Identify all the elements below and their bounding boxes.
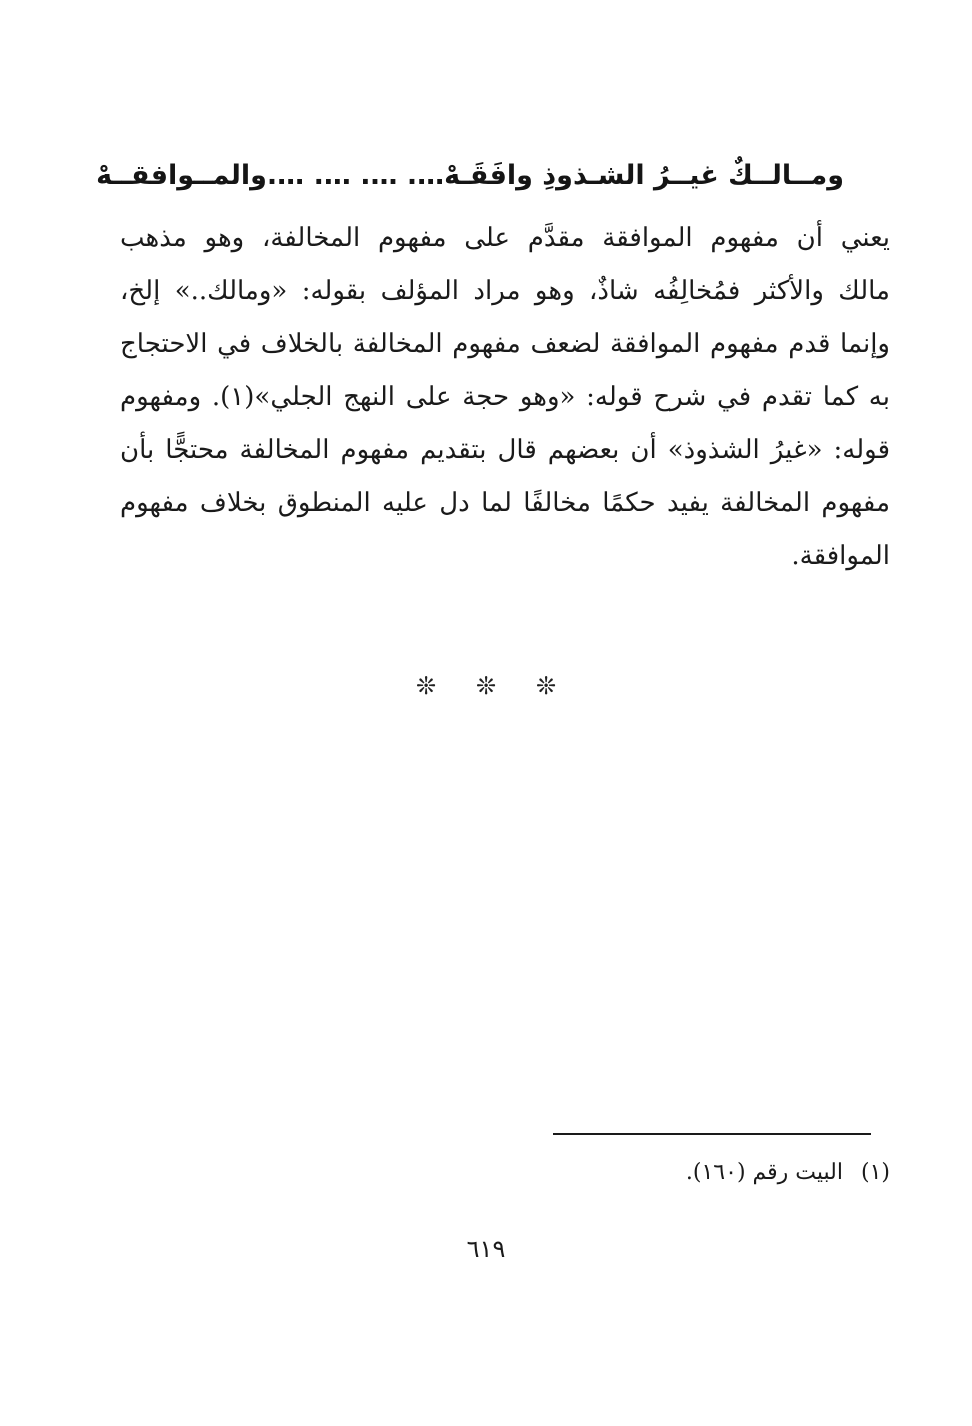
verse-line [96, 150, 844, 200]
verse-right-hemistich: ومــالــكٌ غيــرُ الشـذوذِ وافَقَـهْ [444, 159, 844, 191]
page-number: ٦١٩ [466, 1235, 506, 1263]
text-line: به كما تقدم في شرح قوله: «وهو حجة على النهج الجلي»(١). ومفهوم [120, 382, 890, 412]
star-ornament-icon: ❊ [535, 672, 557, 700]
footnote [686, 1160, 890, 1185]
section-separator [0, 672, 972, 700]
footnote-number: (١) [860, 1160, 890, 1185]
star-ornament-icon: ❊ [415, 672, 437, 700]
commentary-paragraph [120, 212, 890, 583]
text-line: مفهوم المخالفة يفيد حكمًا مخالفًا لما دل عليه المنطوق بخلاف مفهوم [120, 488, 890, 518]
text-line: مالك والأكثر فمُخالِفُه شاذٌ، وهو مراد المؤلف بقوله: «ومالك..» إلخ، [120, 276, 890, 306]
text-line: الموافقة. [791, 541, 890, 571]
star-ornament-icon: ❊ [475, 672, 497, 700]
text-line: يعني أن مفهوم الموافقة مقدَّم على مفهوم المخالفة، وهو مذهب [120, 223, 890, 253]
footnote-divider [553, 1133, 871, 1135]
verse-left-hemistich: …. …. …. ….والمــوافقــهْ [96, 159, 445, 191]
text-line: قوله: «غيرُ الشذوذ» أن بعضهم قال بتقديم مفهوم المخالفة محتجًّا بأن [120, 435, 890, 465]
footnote-text: البيت رقم (١٦٠). [685, 1160, 843, 1185]
text-line: وإنما قدم مفهوم الموافقة لضعف مفهوم المخالفة بالخلاف في الاحتجاج [120, 329, 890, 359]
